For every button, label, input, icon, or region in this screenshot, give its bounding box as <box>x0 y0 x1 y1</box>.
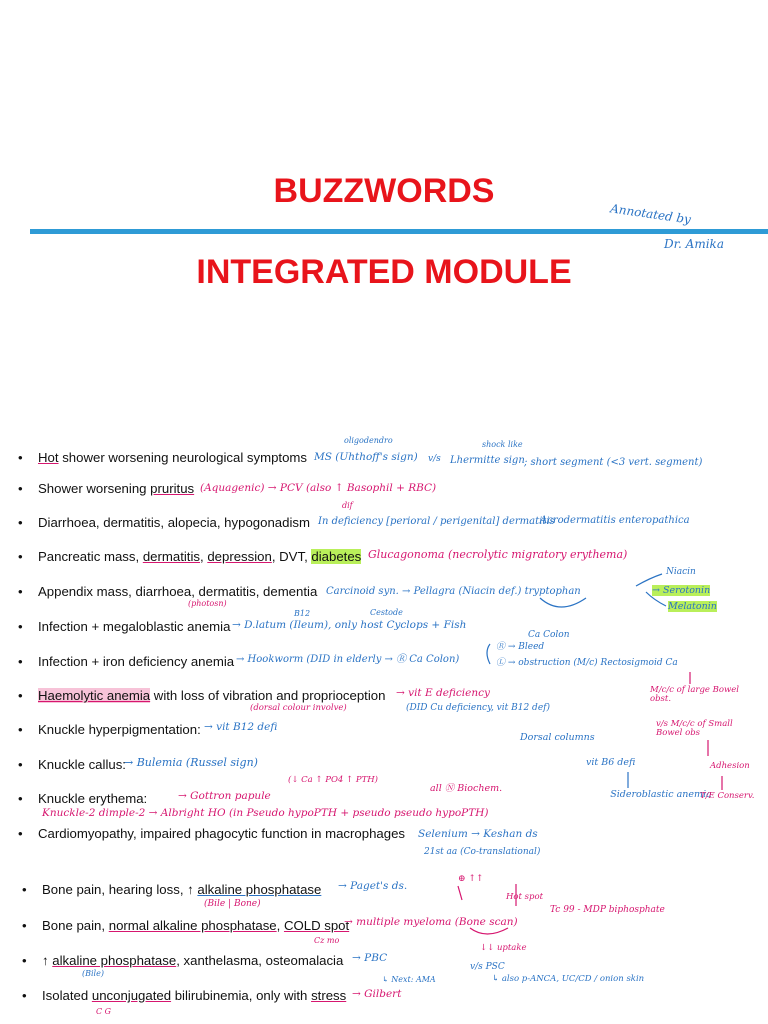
bullet: • <box>18 654 23 669</box>
list-item: • Infection + megaloblastic anemia <box>18 619 231 634</box>
list-item: • Bone pain, hearing loss, ↑ alkaline phosphatase <box>22 882 322 897</box>
bullet: • <box>22 882 27 897</box>
note-panca: ↳ also p-ANCA, UC/CD / onion skin <box>492 974 645 984</box>
note-large-bowel: M/c/c of large Bowel obst. <box>650 685 740 704</box>
note-hookworm: → Hookworm (DID in elderly → Ⓡ Ca Colon) <box>236 654 460 665</box>
bullet: • <box>22 953 27 968</box>
note-dlatum: → D.latum (Ileum), only host Cyclops + Fish <box>232 619 467 631</box>
annotator-line2: Dr. Amika <box>664 237 724 251</box>
list-item: • Shower worsening pruritus <box>18 481 195 496</box>
note-ca-colon: Ca Colon <box>528 630 570 640</box>
note-pbc: → PBC <box>352 952 388 964</box>
list-item: • Isolated unconjugated bilirubinemia, only with stress <box>22 988 347 1003</box>
note-psc: v/s PSC <box>470 962 505 972</box>
note-next-ama: ↳ Next: AMA <box>382 975 436 984</box>
note-oligodendro: oligodendro <box>344 436 393 445</box>
note-glucagonoma: Glucagonoma (necrolytic migratory erythema) <box>368 548 628 561</box>
list-item: • ↑ alkaline phosphatase, xanthelasma, osteomalacia <box>22 953 344 968</box>
note-tc99: Tc 99 - MDP biphosphate <box>550 905 665 915</box>
note-photosensitivity: (photosn) <box>188 599 227 608</box>
note-albright: Knuckle-2 dimple-2 → Albright HO (in Pseudo hypoPTH + pseudo pseudo hypoPTH) <box>42 807 489 819</box>
note-obstruction: Ⓛ → obstruction (M/c) Rectosigmoid Ca <box>496 658 678 668</box>
note-21st-aa: 21st aa (Co-translational) <box>424 847 541 857</box>
note-plus-up: ⊕ ↑↑ <box>458 874 484 884</box>
note-short-segment: ; short segment (<3 vert. segment) <box>524 457 703 468</box>
list-item: • Infection + iron deficiency anemia <box>18 654 235 669</box>
note-carcinoid: Carcinoid syn. → Pellagra (Niacin def.) tryptophan <box>326 586 581 597</box>
bullet: • <box>18 791 23 806</box>
bullet: • <box>22 918 27 933</box>
annotator-line1: Annotated by <box>609 201 692 227</box>
note-myeloma: → multiple myeloma (Bone scan) <box>344 916 518 928</box>
note-cq: C G <box>96 1007 112 1016</box>
note-hot-spot: Hot spot <box>506 892 543 902</box>
list-item: • Hot shower worsening neurological symptoms <box>18 450 308 465</box>
note-gottron: → Gottron papule <box>178 790 271 802</box>
note-dorsal-involve: (dorsal colour involve) <box>250 703 347 713</box>
note-ca-po4-pth: (↓ Ca ↑ PO4 ↑ PTH) <box>288 775 378 785</box>
list-item: • Diarrhoea, dermatitis, alopecia, hypogonadism <box>18 515 310 530</box>
list-item: • Bone pain, normal alkaline phosphatase, COLD spot <box>22 918 350 933</box>
note-uptake: ↓↓ uptake <box>480 943 527 953</box>
note-adhesion: Adhesion <box>710 761 750 771</box>
bullet: • <box>18 549 23 564</box>
note-shock-like: shock like <box>482 440 523 449</box>
note-small-bowel: v/s M/c/c of Small Bowel obs <box>656 719 733 738</box>
list-item: • Knuckle callus: <box>18 757 126 772</box>
bullet: • <box>18 515 23 530</box>
bullet: • <box>18 481 23 496</box>
bullet: • <box>18 584 23 599</box>
note-b12: B12 <box>294 609 311 618</box>
note-lhermitte: Lhermitte sign <box>450 455 525 466</box>
list-item: • Appendix mass, diarrhoea, dermatitis, dementia <box>18 584 318 599</box>
list-item: • Knuckle erythema: <box>18 791 148 806</box>
note-dif: dif <box>342 501 353 510</box>
note-vs: v/s <box>428 454 441 464</box>
note-dorsal-columns: Dorsal columns <box>520 732 595 743</box>
note-gilbert: → Gilbert <box>352 988 402 1000</box>
bullet: • <box>22 988 27 1003</box>
note-bulimia: → Bulemia (Russel sign) <box>124 756 258 769</box>
bullet: • <box>18 722 23 737</box>
note-vit-e: → vit E deficiency <box>396 687 490 699</box>
bullet: • <box>18 688 23 703</box>
note-bile: (Bile) <box>82 969 104 978</box>
note-zinc-deficiency: In deficiency [perioral / perigenital] dermatitis <box>318 516 555 527</box>
note-all-normal: all Ⓝ Biochem. <box>430 783 503 794</box>
note-pagets: → Paget's ds. <box>338 880 408 892</box>
note-bile-bone: (Bile | Bone) <box>204 899 261 909</box>
note-niacin: Niacin <box>666 567 696 577</box>
note-sideroblastic: Sideroblastic anemia <box>610 789 712 800</box>
bullet: • <box>18 450 23 465</box>
bullet: • <box>18 826 23 841</box>
note-serotonin: → Serotonin <box>652 585 711 596</box>
note-bleed: Ⓡ → Bleed <box>496 642 545 652</box>
note-selenium: Selenium → Keshan ds <box>418 828 538 840</box>
title-integrated-module: INTEGRATED MODULE <box>196 253 572 291</box>
note-vit-b12: → vit B12 defi <box>204 721 278 733</box>
note-aquagenic: (Aquagenic) → PCV (also ↑ Basophil + RBC) <box>200 482 437 494</box>
note-melatonin: Melatonin <box>668 601 717 612</box>
note-acrodermatitis: Acrodermatitis enteropathica <box>540 515 690 526</box>
note-cz-mo: Cz mo <box>314 936 340 945</box>
note-cu-deficiency: (DID Cu deficiency, vit B12 def) <box>406 703 550 713</box>
note-ms: MS (Uhthoff's sign) <box>314 451 418 463</box>
list-item: • Pancreatic mass, dermatitis, depression, DVT, diabetes <box>18 549 362 564</box>
bullet: • <box>18 619 23 634</box>
title-buzzwords: BUZZWORDS <box>273 172 495 210</box>
note-cestode: Cestode <box>370 608 403 617</box>
list-item: • Cardiomyopathy, impaired phagocytic function in macrophages <box>18 826 406 841</box>
list-item: • Knuckle hyperpigmentation: <box>18 722 201 737</box>
list-item: • Haemolytic anemia with loss of vibration and proprioception <box>18 688 386 703</box>
note-conserv: T/E Conserv. <box>700 791 755 801</box>
bullet: • <box>18 757 23 772</box>
note-b6: vit B6 defi <box>586 757 636 768</box>
